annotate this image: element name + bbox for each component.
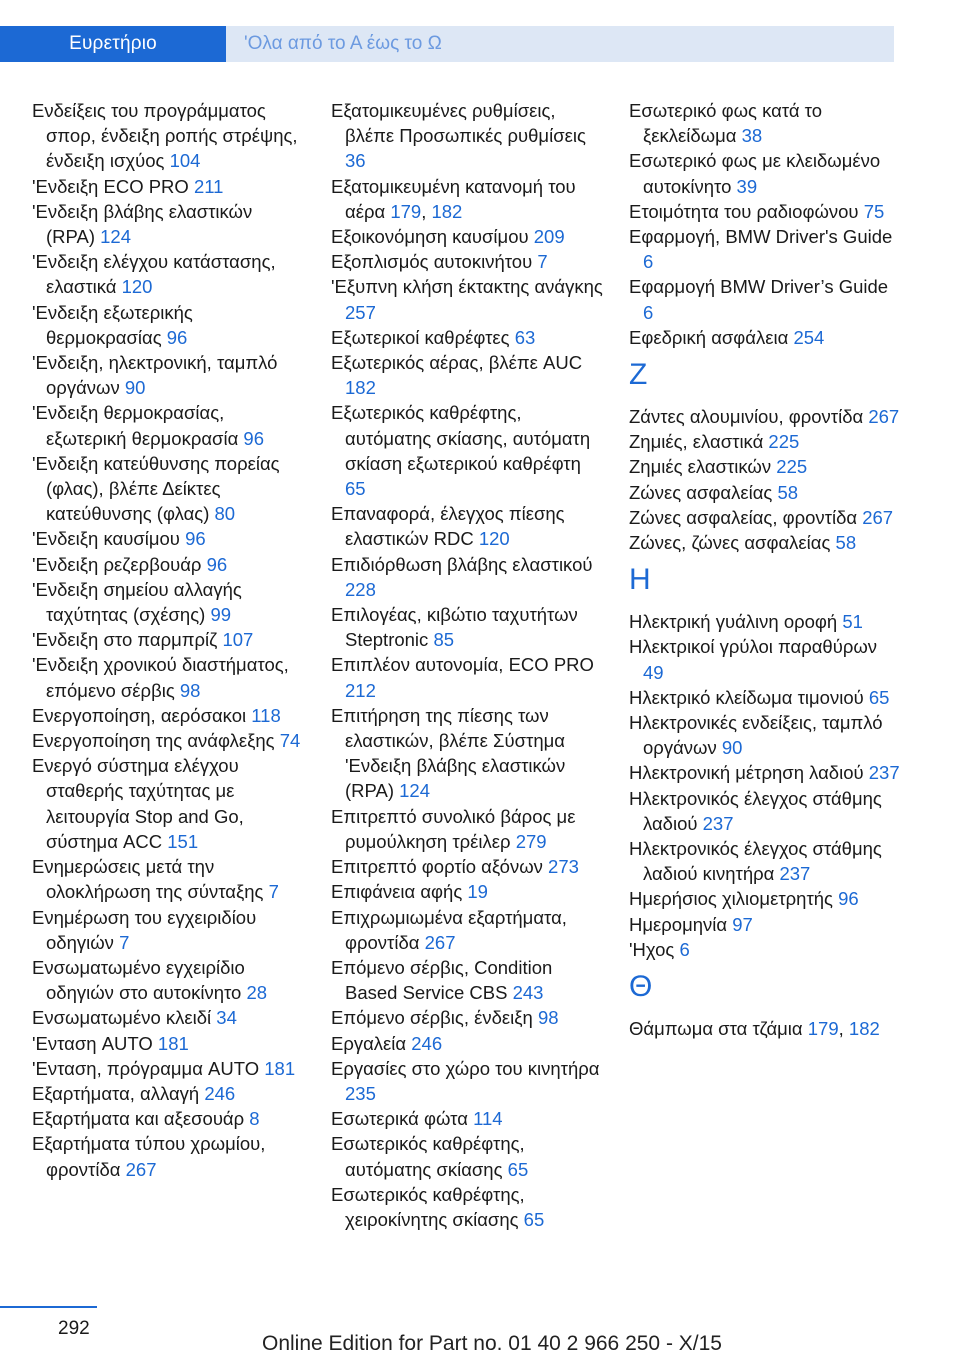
index-column-3 bbox=[629, 98, 901, 1041]
index-term: Εξωτερικοί καθρέφτες bbox=[331, 326, 515, 348]
index-entry bbox=[32, 1005, 304, 1030]
index-entry bbox=[629, 148, 901, 198]
page-reference-link[interactable]: 104 bbox=[169, 150, 201, 172]
index-term: Ζώνες, ζώνες ασφαλείας bbox=[629, 532, 836, 554]
index-term: Ενημερώσεις μετά την ολοκλήρωση της σύνταξης bbox=[32, 856, 269, 903]
index-entry bbox=[32, 350, 304, 400]
index-column-1 bbox=[32, 98, 304, 1182]
index-term: Ζημιές, ελαστικά bbox=[629, 431, 769, 453]
index-entry bbox=[32, 552, 304, 577]
index-entry bbox=[331, 1056, 603, 1106]
page-reference-link[interactable]: 85 bbox=[433, 629, 455, 651]
page-reference-link[interactable]: 124 bbox=[399, 780, 431, 802]
index-term: Εξωτερικός καθρέφτης, αυτόματης σκίασης, αυτόματη σκίαση εξωτερικού καθρέφτη bbox=[331, 402, 591, 474]
index-entry bbox=[331, 325, 603, 350]
page-reference-link[interactable]: 96 bbox=[838, 888, 859, 910]
page-reference-link[interactable]: 6 bbox=[643, 301, 654, 323]
index-term: 'Ενδειξη καυσίμου bbox=[32, 528, 186, 550]
index-term: 'Ενδειξη σημείου αλλαγής ταχύτητας (σχέσης) bbox=[32, 578, 242, 626]
page-reference-link[interactable]: 75 bbox=[863, 200, 885, 222]
letter-heading-theta: Θ bbox=[629, 970, 653, 1004]
index-term: Ενδείξεις του προγράμματος σπορ, ένδειξη ροπής στρέψης, ένδειξη ισχύος bbox=[32, 100, 298, 172]
index-term: Ενεργοποίηση της ανάφλεξης bbox=[32, 730, 280, 752]
index-entry bbox=[32, 199, 304, 249]
page-number: 292 bbox=[58, 1318, 90, 1339]
index-term: Ηλεκτρονικές ενδείξεις, ταμπλό οργάνων bbox=[629, 712, 883, 759]
page-reference-link[interactable]: 97 bbox=[732, 913, 753, 935]
page-reference-link[interactable]: 38 bbox=[741, 125, 763, 147]
index-entry bbox=[331, 703, 603, 804]
index-term: Εξαρτήματα και αξεσουάρ bbox=[32, 1108, 250, 1130]
page-reference-link[interactable]: 65 bbox=[345, 478, 366, 500]
index-entry bbox=[32, 577, 304, 627]
index-term: Επόμενο σέρβις, ένδειξη bbox=[331, 1007, 538, 1029]
index-column-2 bbox=[331, 98, 603, 1232]
index-term: Ημερομηνία bbox=[629, 913, 733, 935]
index-entry bbox=[331, 98, 603, 174]
index-entry bbox=[629, 912, 901, 937]
page-reference-link[interactable]: 39 bbox=[736, 175, 758, 197]
page-reference-link[interactable]: 246 bbox=[204, 1082, 236, 1104]
page-reference-link[interactable]: 118 bbox=[251, 704, 281, 726]
page-reference-link[interactable]: 211 bbox=[193, 175, 224, 197]
index-entry bbox=[331, 1131, 603, 1181]
page-reference-link[interactable]: 90 bbox=[721, 737, 743, 759]
page-reference-link[interactable]: 6 bbox=[679, 938, 690, 960]
index-term: 'Ενταση AUTO bbox=[32, 1032, 158, 1054]
index-entry bbox=[331, 879, 603, 904]
index-entry bbox=[331, 274, 603, 324]
index-term: Ηλεκτρονικός έλεγχος στάθμης λαδιού bbox=[629, 787, 882, 834]
page-reference-link[interactable]: 49 bbox=[643, 661, 664, 683]
page-reference-link[interactable]: 182 bbox=[345, 377, 376, 399]
index-term: 'Ενδειξη ρεζερβουάρ bbox=[32, 553, 207, 575]
index-entry bbox=[629, 325, 901, 350]
index-term: Επιτρεπτό συνολικό βάρος με ρυμούλκηση τρέιλερ bbox=[331, 805, 576, 852]
index-entry bbox=[331, 1106, 603, 1131]
page-reference-link[interactable]: 8 bbox=[249, 1108, 260, 1130]
index-term: Εξωτερικός αέρας, βλέπε AUC bbox=[331, 352, 583, 374]
index-term: Εφαρμογή BMW Driver’s Guide bbox=[629, 276, 889, 298]
index-group-theta bbox=[629, 1016, 901, 1041]
index-entry bbox=[32, 1056, 304, 1081]
page-reference-link[interactable]: 181 bbox=[264, 1057, 296, 1079]
index-term: Επιλογέας, κιβώτιο ταχυτήτων Steptronic bbox=[331, 604, 578, 651]
edition-footer: Online Edition for Part no. 01 40 2 966 250 - X/15 bbox=[262, 1332, 722, 1355]
index-entry bbox=[331, 1031, 603, 1056]
index-entry bbox=[32, 905, 304, 955]
page-reference-link[interactable]: 267 bbox=[862, 506, 894, 528]
index-entry bbox=[629, 836, 901, 886]
page-reference-link[interactable]: 243 bbox=[512, 982, 544, 1004]
page-reference-link[interactable]: 273 bbox=[548, 856, 579, 878]
index-entry bbox=[629, 480, 901, 505]
index-term: 'Ενδειξη ελέγχου κατάστασης, ελαστικά bbox=[32, 251, 276, 298]
index-term: Ζώνες ασφαλείας, φροντίδα bbox=[629, 506, 863, 528]
page-reference-link[interactable]: 96 bbox=[166, 326, 188, 348]
index-entry bbox=[32, 627, 304, 652]
page-reference-link[interactable]: 7 bbox=[119, 931, 130, 953]
page-reference-link[interactable]: 124 bbox=[100, 226, 132, 248]
index-entry bbox=[629, 609, 901, 634]
section-tab-a-to-z[interactable]: 'Ολα από το Α έως το Ω bbox=[226, 26, 894, 62]
index-entry bbox=[629, 505, 901, 530]
index-term: 'Ενδειξη εξωτερικής θερμοκρασίας bbox=[32, 301, 193, 348]
page-reference-link[interactable]: 90 bbox=[124, 377, 146, 399]
page-reference-link[interactable]: 257 bbox=[345, 301, 376, 323]
index-term: Ηλεκτρική γυάλινη οροφή bbox=[629, 611, 843, 633]
index-term: Εσωτερικός καθρέφτης, αυτόματης σκίασης bbox=[331, 1133, 525, 1180]
index-group-epsilon bbox=[629, 98, 901, 350]
index-entry bbox=[629, 274, 901, 324]
index-term: Επιχρωμιωμένα εξαρτήματα, φροντίδα bbox=[331, 906, 567, 953]
page-reference-link[interactable]: 98 bbox=[537, 1007, 559, 1029]
page-reference-link[interactable]: 120 bbox=[478, 528, 510, 550]
index-entry bbox=[629, 685, 901, 710]
index-entry bbox=[331, 249, 603, 274]
page-reference-link[interactable]: 96 bbox=[206, 553, 228, 575]
index-entry bbox=[32, 955, 304, 1005]
index-term: Εργαλεία bbox=[331, 1032, 412, 1054]
page-reference-link[interactable]: 279 bbox=[515, 830, 547, 852]
page-reference-link[interactable]: 80 bbox=[214, 503, 236, 525]
index-term: 'Ηχος bbox=[629, 938, 680, 960]
index-term: Εσωτερικός καθρέφτης, χειροκίνητης σκίασης bbox=[331, 1183, 525, 1230]
index-group-zeta bbox=[629, 404, 901, 555]
page-reference-link[interactable]: 182 bbox=[431, 200, 463, 222]
index-term: Εσωτερικά φώτα bbox=[331, 1108, 474, 1130]
index-entry bbox=[32, 1081, 304, 1106]
page-reference-link[interactable]: 51 bbox=[842, 611, 863, 633]
index-entry bbox=[32, 526, 304, 551]
index-entry bbox=[32, 728, 304, 753]
page-reference-link[interactable]: 179 bbox=[807, 1018, 839, 1040]
index-term: Θάμπωμα στα τζάμια bbox=[629, 1018, 808, 1040]
page-reference-link[interactable]: 179 bbox=[390, 200, 422, 222]
page-reference-link[interactable]: 107 bbox=[222, 629, 254, 651]
index-entry bbox=[629, 429, 901, 454]
index-term: 'Ενδειξη θερμοκρασίας, εξωτερική θερμοκρασία bbox=[32, 402, 244, 449]
index-entry bbox=[32, 1031, 304, 1056]
letter-heading-zeta: Ζ bbox=[629, 358, 648, 392]
index-term: Εξοικονόμηση καυσίμου bbox=[331, 226, 534, 248]
page-header bbox=[0, 0, 960, 62]
index-entry bbox=[32, 854, 304, 904]
index-entry bbox=[331, 552, 603, 602]
page-reference-link[interactable]: 34 bbox=[216, 1007, 237, 1029]
index-term: Εργασίες στο χώρο του κινητήρα bbox=[331, 1057, 600, 1079]
index-term: Ετοιμότητα του ραδιοφώνου bbox=[629, 200, 864, 222]
index-term: Εσωτερικό φως κατά το ξεκλείδωμα bbox=[629, 100, 823, 147]
index-entry bbox=[32, 652, 304, 702]
page-reference-link[interactable]: 7 bbox=[268, 881, 279, 903]
index-term: Εξατομικευμένη κατανομή του αέρα bbox=[331, 175, 576, 222]
page-reference-link[interactable]: 228 bbox=[345, 578, 376, 600]
page-reference-link[interactable]: 63 bbox=[514, 326, 536, 348]
index-term: Επιφάνεια αφής bbox=[331, 881, 468, 903]
index-entry bbox=[331, 350, 603, 400]
index-term: 'Ενδειξη χρονικού διαστήματος, επόμενο σέρβις bbox=[32, 654, 289, 701]
index-term: Επαναφορά, έλεγχος πίεσης ελαστικών RDC bbox=[331, 503, 565, 550]
page-reference-link[interactable]: 96 bbox=[243, 427, 264, 449]
page-reference-link[interactable]: 254 bbox=[793, 326, 825, 348]
index-term: Ενεργοποίηση, αερόσακοι bbox=[32, 704, 252, 726]
index-entry bbox=[629, 98, 901, 148]
index-entry bbox=[32, 98, 304, 174]
index-entry bbox=[629, 199, 901, 224]
index-term: Εφεδρική ασφάλεια bbox=[629, 326, 794, 348]
index-term: Εσωτερικό φως με κλειδωμένο αυτοκίνητο bbox=[629, 150, 881, 197]
index-entry bbox=[331, 400, 603, 501]
index-entry bbox=[331, 501, 603, 551]
page-reference-link[interactable]: 99 bbox=[210, 604, 232, 626]
index-term: 'Ενδειξη στο παρμπρίζ bbox=[32, 629, 223, 651]
index-entry bbox=[32, 300, 304, 350]
index-term: Επιτήρηση της πίεσης των ελαστικών, βλέπε Σύστημα 'Ενδειξη βλάβης ελαστικών (RPA) bbox=[331, 704, 566, 802]
page-reference-link[interactable]: 235 bbox=[345, 1082, 376, 1104]
index-entry bbox=[629, 886, 901, 911]
page-reference-link[interactable]: 65 bbox=[507, 1158, 529, 1180]
index-entry bbox=[629, 224, 901, 274]
page-reference-link[interactable]: 225 bbox=[768, 431, 800, 453]
page-reference-link[interactable]: 181 bbox=[157, 1032, 189, 1054]
index-entry bbox=[331, 1182, 603, 1232]
index-term: Εξαρτήματα τύπου χρωμίου, φροντίδα bbox=[32, 1133, 266, 1180]
page-reference-link[interactable]: 237 bbox=[868, 762, 900, 784]
page-reference-link[interactable]: 225 bbox=[776, 456, 808, 478]
index-term: Εξατομικευμένες ρυθμίσεις, βλέπε Προσωπικές ρυθμίσεις bbox=[331, 100, 586, 147]
index-entry bbox=[331, 652, 603, 702]
page-reference-link[interactable]: 58 bbox=[777, 481, 799, 503]
index-term: 'Ενδειξη βλάβης ελαστικών (RPA) bbox=[32, 200, 253, 248]
page-reference-link[interactable]: 237 bbox=[702, 812, 734, 834]
index-term: Ενσωματωμένο κλειδί bbox=[32, 1007, 217, 1029]
index-entry bbox=[32, 400, 304, 450]
page-reference-link[interactable]: 114 bbox=[473, 1108, 503, 1130]
page-reference-link[interactable]: 7 bbox=[537, 251, 548, 273]
index-term: 'Ενδειξη, ηλεκτρονική, ταμπλό οργάνων bbox=[32, 352, 278, 399]
index-entry bbox=[32, 753, 304, 854]
index-term: Επόμενο σέρβις, Condition Based Service CBS bbox=[331, 956, 553, 1004]
index-entry bbox=[629, 710, 901, 760]
page-reference-link[interactable]: 182 bbox=[848, 1018, 880, 1040]
page-reference-link[interactable]: 209 bbox=[533, 226, 565, 248]
index-entry bbox=[331, 854, 603, 879]
index-term: Εξαρτήματα, αλλαγή bbox=[32, 1082, 205, 1104]
index-group-eta bbox=[629, 609, 901, 962]
index-entry bbox=[629, 454, 901, 479]
index-entry bbox=[331, 955, 603, 1005]
index-entry bbox=[629, 786, 901, 836]
index-entry: Θάμπωμα στα τζάμια 179, 182 bbox=[629, 1018, 880, 1040]
index-term: Επιπλέον αυτονομία, ECO PRO bbox=[331, 654, 594, 676]
index-entry bbox=[629, 937, 901, 962]
index-term: Εξοπλισμός αυτοκινήτου bbox=[331, 251, 538, 273]
page-reference-link[interactable]: 212 bbox=[345, 679, 376, 701]
letter-heading-eta: Η bbox=[629, 563, 651, 597]
page-reference-link[interactable]: 120 bbox=[121, 276, 153, 298]
page-reference-link[interactable]: 28 bbox=[246, 982, 268, 1004]
index-entry bbox=[629, 634, 901, 684]
index-entry bbox=[32, 451, 304, 527]
index-term: Επιδιόρθωση βλάβης ελαστικού bbox=[331, 553, 593, 575]
index-term: Επιτρεπτό φορτίο αξόνων bbox=[331, 856, 549, 878]
index-entry bbox=[32, 1131, 304, 1181]
index-term: 'Ενταση, πρόγραμμα AUTO bbox=[32, 1057, 265, 1079]
index-term: Ηλεκτρονική μέτρηση λαδιού bbox=[629, 762, 869, 784]
page-reference-link[interactable]: 267 bbox=[125, 1158, 157, 1180]
index-term: Ηλεκτρικοί γρύλοι παραθύρων bbox=[629, 636, 878, 658]
index-term: Ενημέρωση του εγχειριδίου οδηγιών bbox=[32, 906, 257, 953]
index-entry bbox=[331, 905, 603, 955]
index-entry bbox=[629, 530, 901, 555]
page-reference-link[interactable]: 74 bbox=[279, 730, 301, 752]
index-entry bbox=[32, 703, 304, 728]
index-term: Ενεργό σύστημα ελέγχου σταθερής ταχύτητας με λειτουργία Stop and Go, σύστημα ACC bbox=[32, 755, 244, 852]
page-reference-link[interactable]: 58 bbox=[835, 532, 857, 554]
index-term: Ζάντες αλουμινίου, φροντίδα bbox=[629, 406, 869, 428]
page-number-rule bbox=[0, 1306, 97, 1308]
index-entry bbox=[32, 174, 304, 199]
index-term: Ηλεκτρονικός έλεγχος στάθμης λαδιού κινητήρα bbox=[629, 838, 882, 885]
index-term: Ηλεκτρικό κλείδωμα τιμονιού bbox=[629, 686, 869, 708]
page-reference-link[interactable]: 36 bbox=[345, 150, 366, 172]
page-reference-link[interactable]: 246 bbox=[411, 1032, 443, 1054]
page-reference-link[interactable]: 65 bbox=[868, 686, 890, 708]
index-entry bbox=[331, 1005, 603, 1030]
index-entry bbox=[629, 404, 901, 429]
page-reference-link[interactable]: 237 bbox=[779, 863, 811, 885]
page-reference-link[interactable]: 6 bbox=[643, 251, 654, 273]
index-term: Ημερήσιος χιλιομετρητής bbox=[629, 888, 839, 910]
page-reference-link[interactable]: 267 bbox=[868, 406, 900, 428]
index-entry: Εξατομικευμένη κατανομή του αέρα 179, 182 bbox=[331, 175, 576, 222]
index-term: 'Εξυπνη κλήση έκτακτης ανάγκης bbox=[331, 276, 603, 298]
page-reference-link[interactable]: 267 bbox=[424, 931, 456, 953]
index-entry bbox=[32, 249, 304, 299]
section-tab-index[interactable]: Ευρετήριο bbox=[0, 26, 226, 62]
index-term: Ζώνες ασφαλείας bbox=[629, 481, 778, 503]
index-entry bbox=[32, 1106, 304, 1131]
index-entry bbox=[331, 804, 603, 854]
index-term: 'Ενδειξη κατεύθυνσης πορείας (φλας), βλέπε Δείκτες κατεύθυνσης (φλας) bbox=[32, 452, 280, 525]
page-reference-link[interactable]: 96 bbox=[185, 528, 206, 550]
index-entry bbox=[331, 602, 603, 652]
index-term: Εφαρμογή, BMW Driver's Guide bbox=[629, 226, 893, 248]
page-reference-link[interactable]: 98 bbox=[179, 679, 201, 701]
page-reference-link[interactable]: 65 bbox=[523, 1208, 545, 1230]
index-term: Ενσωματωμένο εγχειρίδιο οδηγιών στο αυτοκίνητο bbox=[32, 956, 247, 1004]
index-entry bbox=[629, 760, 901, 785]
page-reference-link[interactable]: 151 bbox=[167, 830, 199, 852]
page-reference-link[interactable]: 19 bbox=[467, 881, 488, 903]
index-term: Ζημιές ελαστικών bbox=[629, 456, 777, 478]
index-entry bbox=[331, 224, 603, 249]
index-term: 'Ενδειξη ECO PRO bbox=[32, 175, 194, 197]
